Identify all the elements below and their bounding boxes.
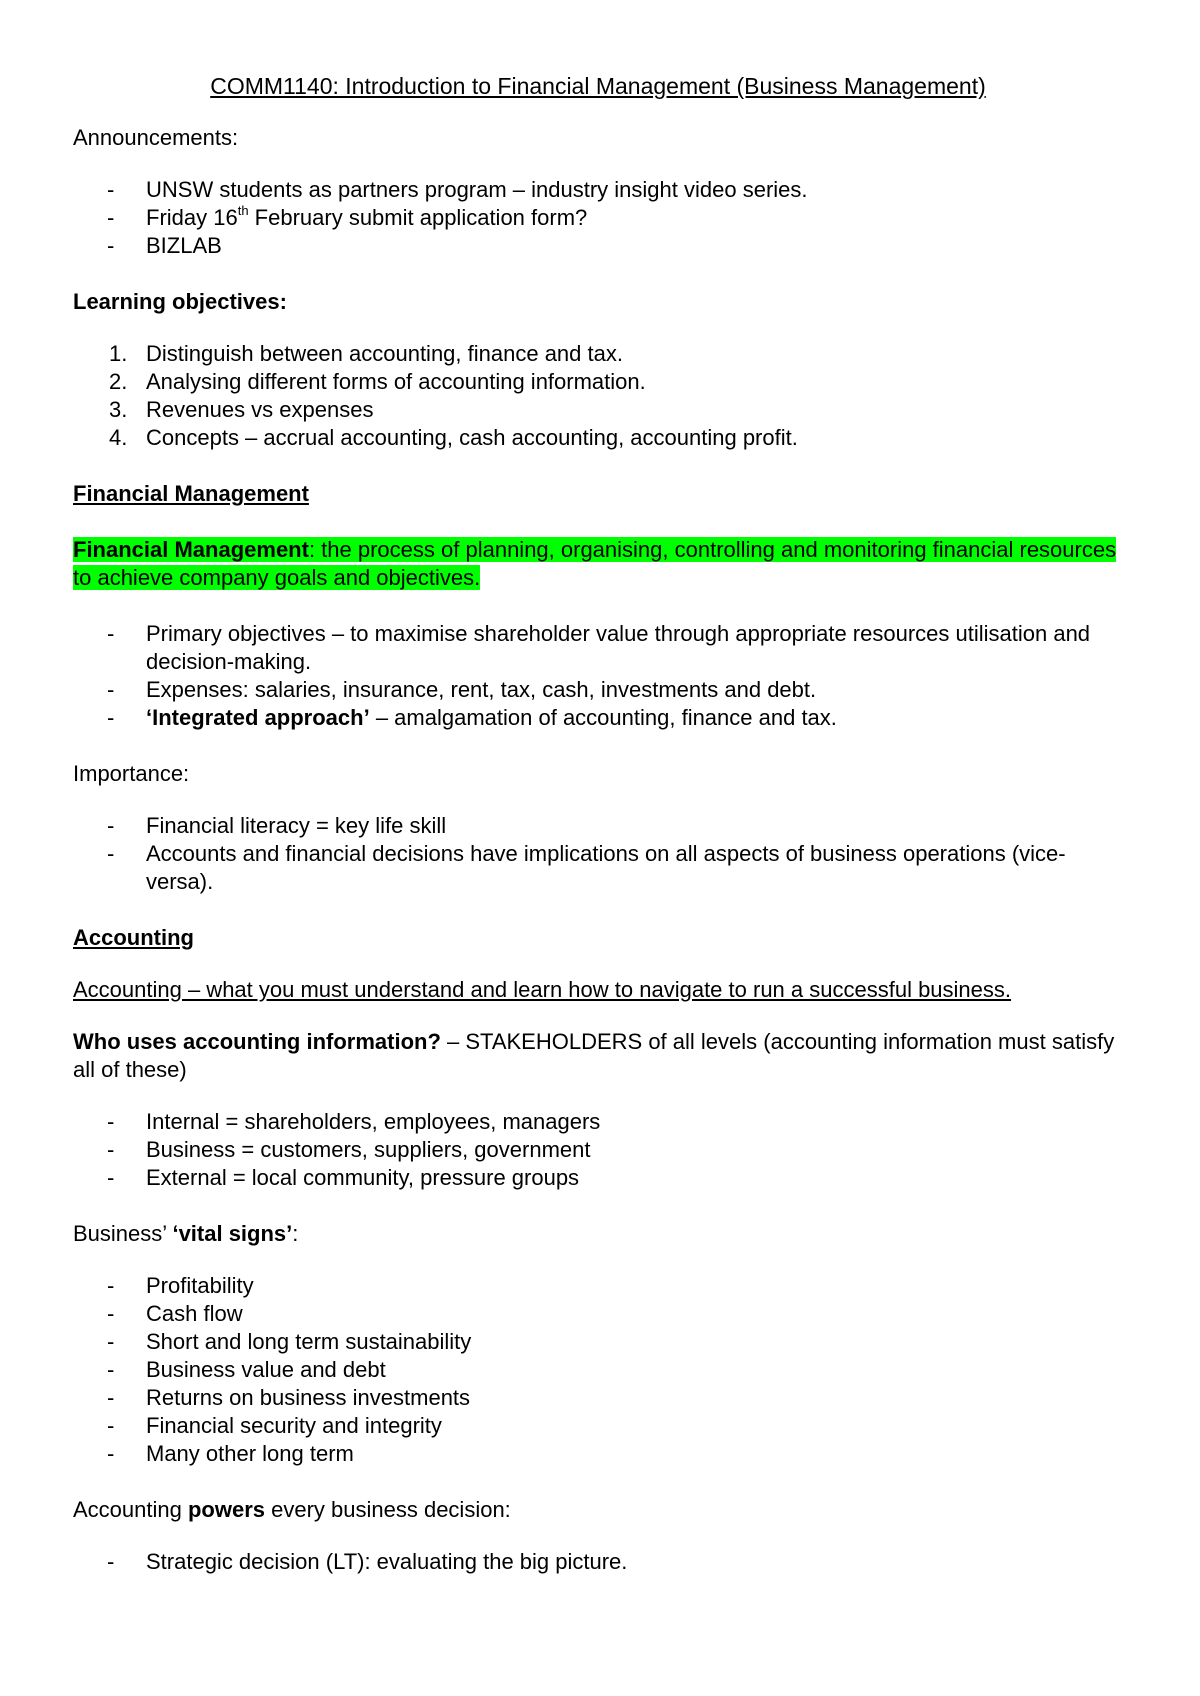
list-item: 1. Distinguish between accounting, finance and tax. xyxy=(109,341,623,366)
list-item: - Business value and debt xyxy=(107,1357,386,1382)
announcements-heading: Announcements: xyxy=(73,125,239,150)
financial-management-heading: Financial Management xyxy=(73,481,309,506)
number-marker: 3. xyxy=(109,397,128,422)
dash-marker: - xyxy=(107,1273,115,1298)
dash-marker: - xyxy=(107,677,115,702)
list-item: - Accounts and financial decisions have implications on all aspects of business operations (vice-versa). xyxy=(107,841,1066,894)
importance-heading: Importance: xyxy=(73,761,190,786)
dash-marker: - xyxy=(107,1357,115,1382)
list-item: 3. Revenues vs expenses xyxy=(109,397,374,422)
dash-marker: - xyxy=(107,1549,115,1574)
number-marker: 4. xyxy=(109,425,128,450)
list-item: - Returns on business investments xyxy=(107,1385,471,1410)
stakeholders-list xyxy=(73,1108,1123,1192)
list-item: 2. Analysing different forms of accounting information. xyxy=(109,369,646,394)
document-page xyxy=(73,72,1123,1576)
list-item: - Financial security and integrity xyxy=(107,1413,442,1438)
dash-marker: - xyxy=(107,1413,115,1438)
accounting-heading: Accounting xyxy=(73,925,194,950)
list-item: - Short and long term sustainability xyxy=(107,1329,472,1354)
list-item: - Many other long term xyxy=(107,1441,354,1466)
list-item: - Internal = shareholders, employees, managers xyxy=(107,1109,601,1134)
dash-marker: - xyxy=(107,1137,115,1162)
decisions-list xyxy=(73,1548,1123,1576)
vital-signs-heading: Business’ ‘vital signs’: xyxy=(73,1221,299,1246)
list-item: 4. Concepts – accrual accounting, cash accounting, accounting profit. xyxy=(109,425,798,450)
financial-management-definition: Financial Management: the process of planning, organising, controlling and monitoring financial resources to achieve company goals and objectives. xyxy=(73,537,1117,590)
who-uses-paragraph: Who uses accounting information? – STAKEHOLDERS of all levels (accounting information must satisfy all of these) xyxy=(73,1029,1115,1082)
dash-marker: - xyxy=(107,177,115,202)
number-marker: 1. xyxy=(109,341,128,366)
dash-marker: - xyxy=(107,621,115,646)
dash-marker: - xyxy=(107,1165,115,1190)
list-item: - Strategic decision (LT): evaluating the big picture. xyxy=(107,1549,628,1574)
list-item: - UNSW students as partners program – industry insight video series. xyxy=(107,177,808,202)
dash-marker: - xyxy=(107,1441,115,1466)
announcements-list xyxy=(73,176,1123,260)
objectives-list xyxy=(73,340,1123,452)
dash-marker: - xyxy=(107,813,115,838)
dash-marker: - xyxy=(107,841,115,866)
list-item: - Cash flow xyxy=(107,1301,243,1326)
document-title: COMM1140: Introduction to Financial Management (Business Management) xyxy=(210,73,986,99)
vital-signs-list xyxy=(73,1272,1123,1468)
list-item: - Friday 16th February submit application form? xyxy=(107,202,588,230)
accounting-tagline: Accounting – what you must understand and learn how to navigate to run a successful business. xyxy=(73,977,1012,1002)
list-item: - Expenses: salaries, insurance, rent, tax, cash, investments and debt. xyxy=(107,677,817,702)
dash-marker: - xyxy=(107,1329,115,1354)
number-marker: 2. xyxy=(109,369,128,394)
dash-marker: - xyxy=(107,1385,115,1410)
importance-list xyxy=(73,812,1123,896)
list-item: - Primary objectives – to maximise shareholder value through appropriate resources utilisation and decision-making. xyxy=(107,621,1091,674)
financial-management-points xyxy=(73,620,1123,732)
dash-marker: - xyxy=(107,1109,115,1134)
list-item: - ‘Integrated approach’ – amalgamation of accounting, finance and tax. xyxy=(107,705,837,730)
objectives-heading: Learning objectives: xyxy=(73,289,287,314)
powers-paragraph: Accounting powers every business decision: xyxy=(73,1497,511,1522)
dash-marker: - xyxy=(107,1301,115,1326)
list-item: - BIZLAB xyxy=(107,233,222,258)
list-item: - External = local community, pressure groups xyxy=(107,1165,580,1190)
list-item: - Business = customers, suppliers, government xyxy=(107,1137,591,1162)
list-item: - Profitability xyxy=(107,1273,254,1298)
dash-marker: - xyxy=(107,205,115,230)
dash-marker: - xyxy=(107,233,115,258)
list-item: - Financial literacy = key life skill xyxy=(107,813,447,838)
dash-marker: - xyxy=(107,705,115,730)
